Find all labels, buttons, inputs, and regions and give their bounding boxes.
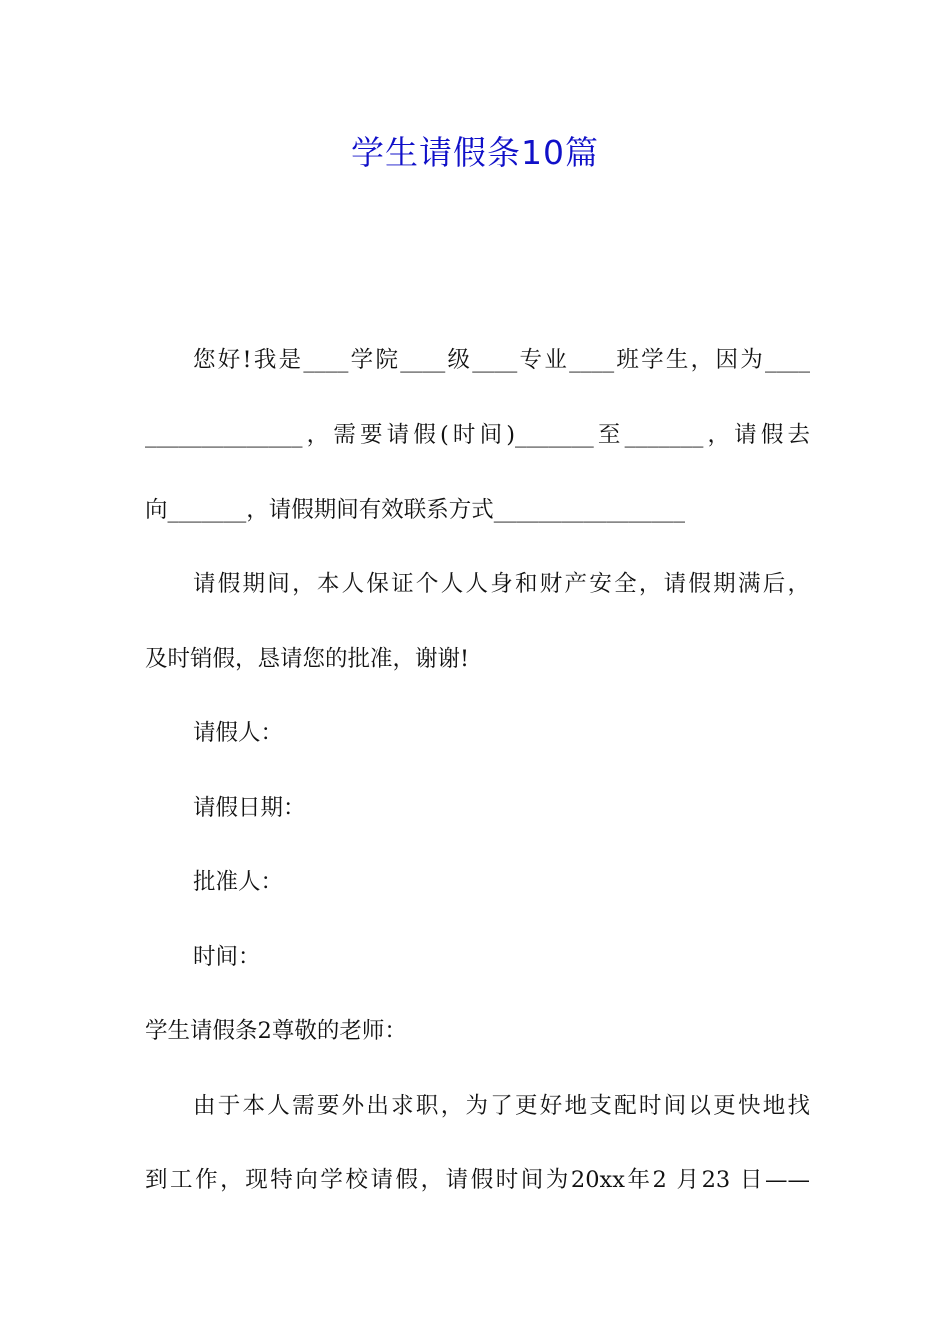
approver-label: 批准人：	[193, 869, 284, 895]
paragraph-line: 到工作，现特向学校请假，请假时间为20xx年2 月23 日——	[145, 1167, 810, 1193]
paragraph-line: 由于本人需要外出求职，为了更好地支配时间以更快地找	[193, 1093, 810, 1119]
document-title: 学生请假条10篇	[351, 133, 599, 172]
paragraph-line: 向_______，请假期间有效联系方式_________________	[145, 497, 686, 523]
paragraph-line: 及时销假，恳请您的批准，谢谢!	[145, 646, 470, 672]
paragraph-line: ______________，需要请假(时间)_______至_______，请假去	[145, 422, 810, 448]
paragraph-line: 请假期间，本人保证个人人身和财产安全，请假期满后，	[193, 571, 810, 597]
leave-date-label: 请假日期：	[193, 795, 306, 821]
paragraph-line: 您好!我是____学院____级____专业____班学生，因为____	[193, 347, 810, 373]
section-heading: 学生请假条2尊敬的老师：	[145, 1018, 407, 1044]
applicant-label: 请假人：	[193, 720, 284, 746]
time-label: 时间：	[193, 944, 261, 970]
